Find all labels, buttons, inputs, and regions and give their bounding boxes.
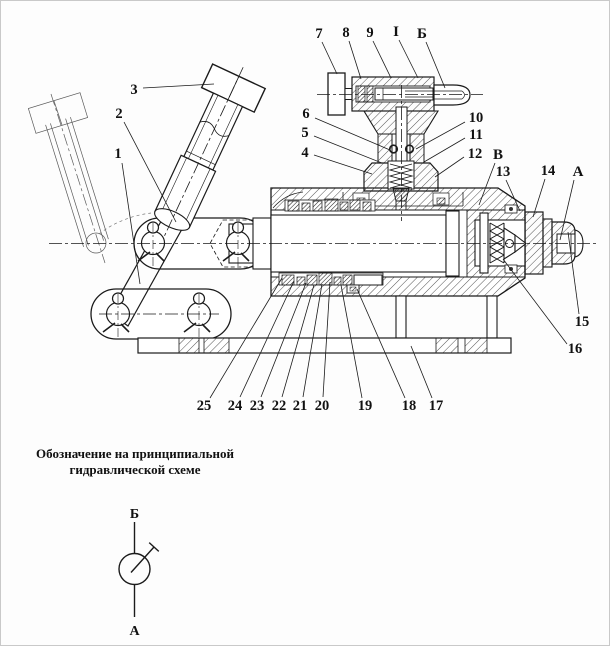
annotation-caption	[36, 446, 234, 477]
callout-2: 2	[115, 106, 123, 122]
leader-line-17	[411, 346, 432, 398]
callout-16: 16	[567, 341, 583, 357]
callout-14: 14	[540, 163, 556, 179]
leader-line-2	[124, 122, 176, 222]
rod-seals-top	[285, 199, 375, 211]
callout-I: I	[393, 24, 399, 40]
callout-3: 3	[130, 82, 138, 98]
symbol-port-a-label: А	[129, 624, 140, 639]
callout-1: 1	[114, 146, 122, 162]
callout-15: 15	[574, 314, 590, 330]
leader-line-1	[122, 163, 140, 284]
callout-19: 19	[357, 398, 373, 414]
leader-line-9	[373, 41, 391, 78]
callout-23: 23	[249, 398, 265, 414]
callout-24: 24	[227, 398, 243, 414]
callout-А: А	[572, 164, 584, 180]
callout-17: 17	[428, 398, 444, 414]
callout-Б: Б	[417, 26, 427, 42]
hydraulic-symbol	[119, 507, 159, 639]
symbol-port-b-label: Б	[129, 507, 140, 522]
hydraulic-pump-drawing	[1, 1, 609, 645]
callout-22: 22	[271, 398, 287, 414]
callout-18: 18	[401, 398, 417, 414]
callout-21: 21	[292, 398, 308, 414]
callout-11: 11	[469, 127, 483, 143]
callout-8: 8	[342, 25, 350, 41]
ghost-lever	[28, 93, 151, 263]
caption-line-1: Обозначение на принципиальной	[36, 446, 234, 461]
outlet-fitting	[525, 212, 583, 274]
callout-13: 13	[495, 164, 511, 180]
leader-line-12	[435, 157, 464, 177]
callout-6: 6	[302, 106, 310, 122]
leader-line-14	[533, 179, 545, 217]
caption-line-2: гидравлической схеме	[69, 462, 201, 477]
callout-4: 4	[301, 145, 309, 161]
leader-line-I	[399, 40, 418, 78]
callout-25: 25	[196, 398, 212, 414]
leader-line-8	[349, 41, 361, 79]
callout-7: 7	[315, 26, 323, 42]
leader-line-7	[322, 42, 337, 74]
pump-body	[271, 188, 526, 296]
callout-10: 10	[468, 110, 484, 126]
callout-12: 12	[467, 146, 483, 162]
callout-9: 9	[366, 25, 374, 41]
leader-line-4	[314, 155, 372, 174]
leader-line-5	[314, 136, 382, 163]
callout-В: В	[492, 147, 504, 163]
callout-20: 20	[314, 398, 330, 414]
callout-5: 5	[301, 125, 309, 141]
